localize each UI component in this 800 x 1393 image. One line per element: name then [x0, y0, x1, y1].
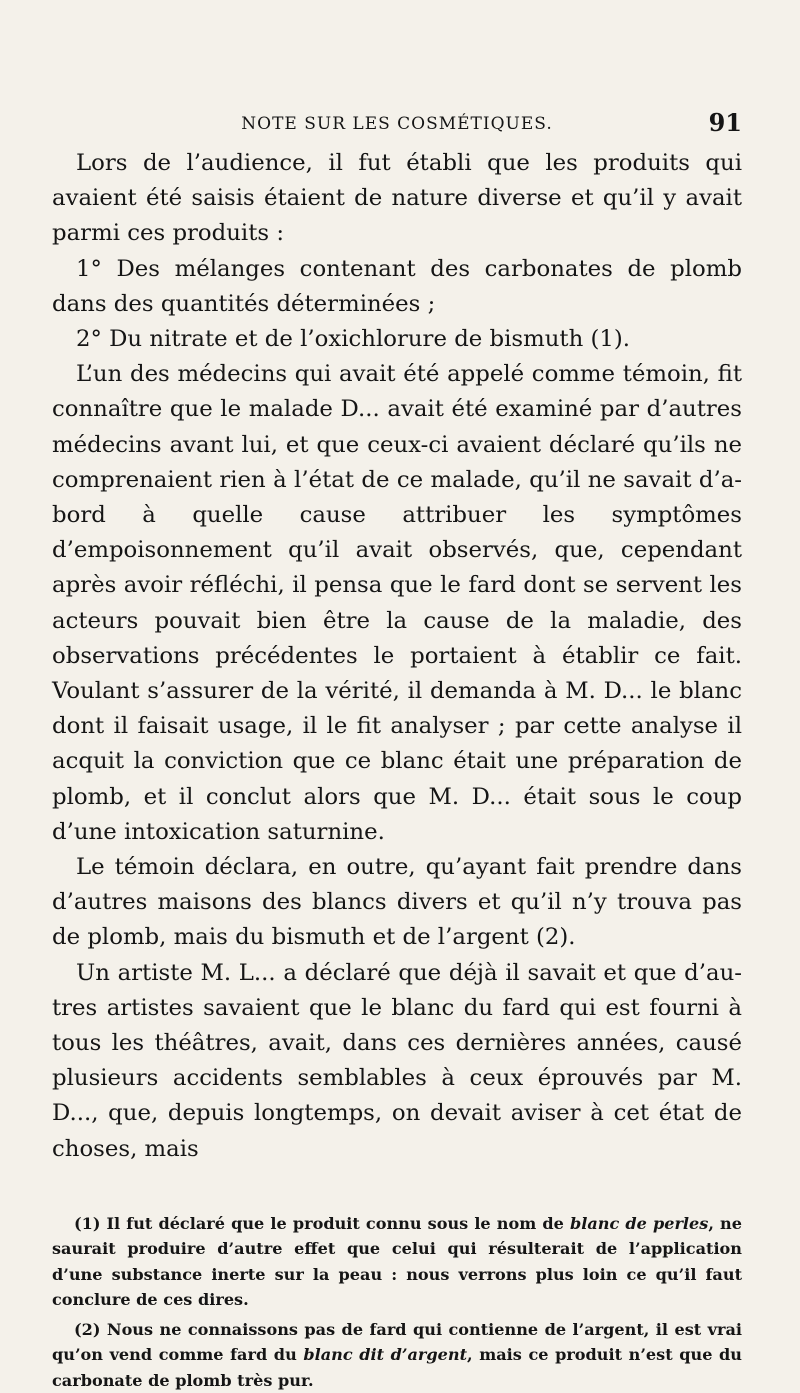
footnote-1-text-start: (1) Il fut déclaré que le produit connu sous le nom de — [74, 1213, 570, 1233]
paragraph-item-2: 2° Du nitrate et de l’oxichlorure de bismuth (1). — [76, 326, 631, 353]
running-header — [52, 104, 742, 146]
footnote-2-text-start: (2) Nous ne connaissons pas de fard qui contienne de l’argent, il est vrai qu’on vend comme fard du — [52, 1319, 742, 1365]
paragraph-artist-testimony: Un artiste M. L... a déclaré que déjà il savait et que d’autres artistes savaient que le blanc du fard qui est fourni à tous les théâtres, avait, dans ces dernières années, causé plusieurs accidents semblables à ceux éprouvés par M. D..., que, depuis longtemps, on devait aviser à cet état de choses, mais — [52, 959, 742, 1162]
paragraph-hearing: Lors de l’audience, il fut établi que les produits qui avaient été saisis étaient de nature diverse et qu’il y avait parmi ces produits : — [52, 150, 742, 247]
page-number: 91 — [708, 108, 742, 137]
footnotes — [52, 1211, 742, 1393]
footnote-1-text-end: , ne saurait produire d’autre effet que celui qui résulterait de l’application d’une substance inerte sur la peau : nous verrons plus loin ce qu’il faut conclure de ces dires. — [52, 1213, 742, 1310]
footnote-2-italic-term: blanc dit d’argent — [303, 1345, 468, 1365]
footnote-2-text-end: , mais ce produit n’est que du carbonate de plomb très pur. — [52, 1345, 742, 1390]
footnote-gap — [52, 1167, 742, 1211]
footnote-1-italic-term: blanc de perles — [569, 1213, 709, 1233]
paragraph-item-1: 1° Des mélanges contenant des carbonates de plomb dans des quantités déterminées ; — [52, 255, 742, 317]
book-page — [52, 104, 742, 1393]
paragraph-doctor-testimony: L’un des médecins qui avait été appelé comme témoin, fit connaître que le malade D... avait été examiné par d’autres médecins avant lui, et que ceux-ci avaient déclaré qu’ils ne comprenaient rien à l’état de ce malade, qu’il ne savait d’abord à quelle cause attribuer les symptômes d’empoisonnement qu’il avait observés, que, cependant après avoir réfléchi, il pensa que le fard dont se servent les acteurs pouvait bien être la cause de la maladie, des observations précédentes le portaient à établir ce fait. Voulant s’assurer de la vérité, il demanda à M. D... le blanc dont il faisait usage, il le fit analyser ; par cette analyse il acquit la conviction que ce blanc était une préparation de plomb, et il conclut alors que M. D... était sous le coup d’une intoxication saturnine. — [52, 361, 742, 845]
footnote-2 — [52, 1317, 742, 1393]
running-title: NOTE SUR LES COSMÉTIQUES. — [241, 114, 553, 134]
main-text — [52, 146, 742, 1167]
paragraph-witness-declaration: Le témoin déclara, en outre, qu’ayant fait prendre dans d’autres maisons des blancs divers et qu’il n’y trouva pas de plomb, mais du bismuth et de l’argent (2). — [52, 854, 742, 951]
footnote-1 — [52, 1211, 742, 1313]
